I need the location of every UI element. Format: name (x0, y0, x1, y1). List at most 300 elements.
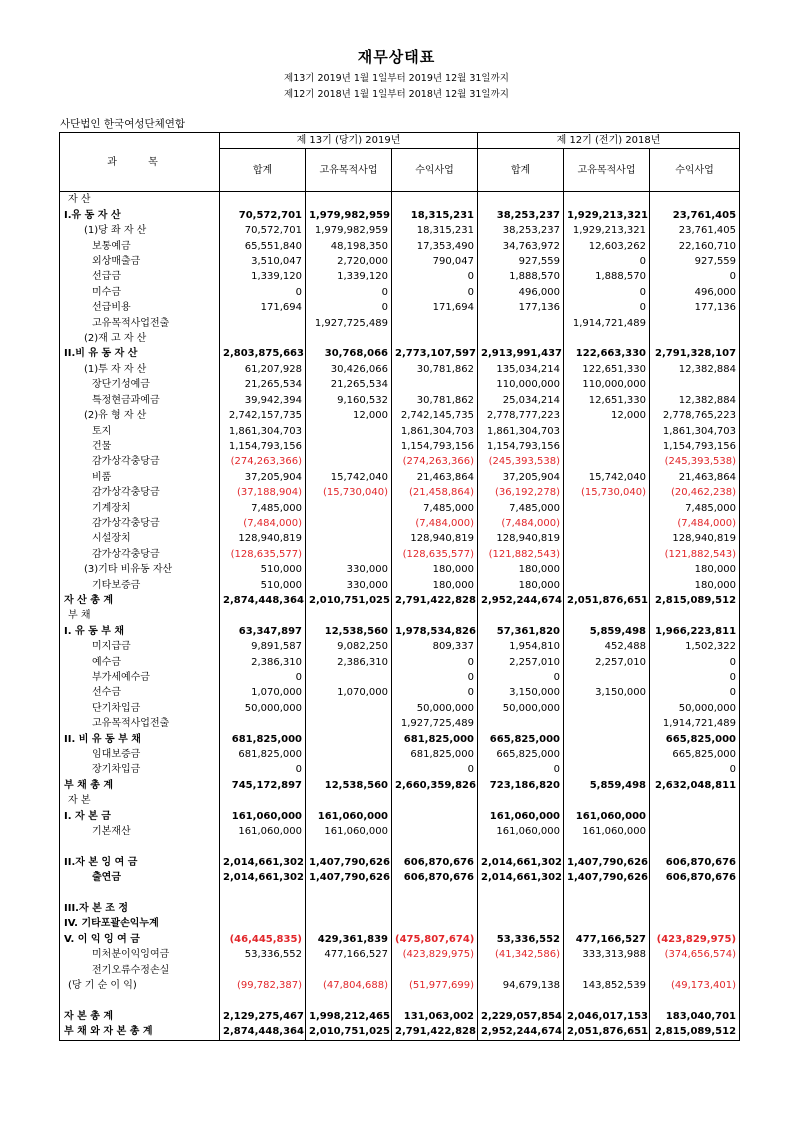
value-cell (564, 331, 650, 346)
value-cell: 143,852,539 (564, 978, 650, 993)
value-cell: 38,253,237 (478, 208, 564, 223)
value-cell: 665,825,000 (478, 747, 564, 762)
value-cell: (15,730,040) (306, 485, 392, 500)
row-label: II.비 유 동 자 산 (60, 346, 220, 361)
row-label: 비품 (60, 470, 220, 485)
table-row (60, 778, 740, 793)
value-cell (392, 886, 478, 901)
row-label: 자 본 (60, 793, 220, 808)
value-cell (650, 377, 740, 392)
value-cell: 606,870,676 (650, 855, 740, 870)
row-label: 감가상각충당금 (60, 454, 220, 469)
value-cell: 1,070,000 (220, 685, 306, 700)
value-cell: (128,635,577) (392, 547, 478, 562)
table-row (60, 208, 740, 223)
table-row (60, 300, 740, 315)
value-cell (306, 762, 392, 777)
col-header: 합계 (478, 149, 564, 192)
value-cell: 5,859,498 (564, 778, 650, 793)
value-cell: 2,791,328,107 (650, 346, 740, 361)
value-cell: 1,154,793,156 (478, 439, 564, 454)
value-cell (478, 901, 564, 916)
value-cell: 0 (564, 254, 650, 269)
value-cell: 510,000 (220, 578, 306, 593)
value-cell (564, 670, 650, 685)
value-cell: 0 (392, 655, 478, 670)
value-cell: 128,940,819 (392, 531, 478, 546)
value-cell: (423,829,975) (650, 932, 740, 947)
value-cell: 177,136 (478, 300, 564, 315)
value-cell: 2,386,310 (220, 655, 306, 670)
value-cell (306, 192, 392, 208)
row-label: 부 채 총 계 (60, 778, 220, 793)
value-cell: (121,882,543) (650, 547, 740, 562)
table-row (60, 994, 740, 1009)
table-row (60, 916, 740, 931)
value-cell (564, 762, 650, 777)
value-cell: 0 (306, 300, 392, 315)
value-cell (306, 793, 392, 808)
value-cell: 510,000 (220, 562, 306, 577)
value-cell: 496,000 (478, 285, 564, 300)
value-cell: 1,927,725,489 (306, 316, 392, 331)
value-cell: 180,000 (650, 578, 740, 593)
value-cell: 5,859,498 (564, 624, 650, 639)
value-cell: 2,660,359,826 (392, 778, 478, 793)
value-cell: 2,229,057,854 (478, 1009, 564, 1024)
value-cell: 0 (220, 285, 306, 300)
value-cell: 37,205,904 (478, 470, 564, 485)
value-cell: (121,882,543) (478, 547, 564, 562)
table-row (60, 424, 740, 439)
row-label: (3)기타 비유동 자산 (60, 562, 220, 577)
value-cell: 50,000,000 (392, 701, 478, 716)
value-cell (564, 994, 650, 1009)
account-header: 과 목 (60, 133, 220, 192)
value-cell: 15,742,040 (306, 470, 392, 485)
table-row (60, 516, 740, 531)
value-cell: 9,082,250 (306, 639, 392, 654)
value-cell (564, 701, 650, 716)
table-row (60, 670, 740, 685)
table-row (60, 886, 740, 901)
value-cell (220, 331, 306, 346)
value-cell (564, 716, 650, 731)
value-cell (220, 916, 306, 931)
row-label (60, 839, 220, 854)
value-cell: 1,154,793,156 (392, 439, 478, 454)
value-cell: 665,825,000 (650, 732, 740, 747)
value-cell: 2,014,661,302 (220, 855, 306, 870)
value-cell: 122,663,330 (564, 346, 650, 361)
value-cell: 2,010,751,025 (306, 1024, 392, 1040)
value-cell (564, 732, 650, 747)
value-cell: 23,761,405 (650, 223, 740, 238)
table-row (60, 562, 740, 577)
value-cell (220, 608, 306, 623)
row-label: 외상매출금 (60, 254, 220, 269)
value-cell: 1,888,570 (564, 269, 650, 284)
value-cell: 3,150,000 (478, 685, 564, 700)
row-label: V. 이 익 잉 여 금 (60, 932, 220, 947)
table-row (60, 747, 740, 762)
value-cell (220, 963, 306, 978)
value-cell: 12,000 (306, 408, 392, 423)
value-cell: 1,914,721,489 (564, 316, 650, 331)
value-cell: 1,407,790,626 (564, 855, 650, 870)
value-cell: 809,337 (392, 639, 478, 654)
row-label: 미지급금 (60, 639, 220, 654)
value-cell: 183,040,701 (650, 1009, 740, 1024)
col-header: 수익사업 (650, 149, 740, 192)
value-cell: 9,891,587 (220, 639, 306, 654)
value-cell: 34,763,972 (478, 239, 564, 254)
value-cell: 9,160,532 (306, 393, 392, 408)
value-cell (306, 716, 392, 731)
value-cell: 927,559 (478, 254, 564, 269)
value-cell: 1,407,790,626 (306, 855, 392, 870)
row-label: II. 비 유 동 부 채 (60, 732, 220, 747)
value-cell: 1,979,982,959 (306, 208, 392, 223)
row-label (60, 994, 220, 1009)
value-cell: 180,000 (478, 578, 564, 593)
value-cell (306, 531, 392, 546)
table-row (60, 732, 740, 747)
table-row (60, 192, 740, 208)
row-label: 감가상각충당금 (60, 516, 220, 531)
row-label: 시설장치 (60, 531, 220, 546)
value-cell: (128,635,577) (220, 547, 306, 562)
value-cell: 94,679,138 (478, 978, 564, 993)
value-cell (220, 793, 306, 808)
value-cell: 1,954,810 (478, 639, 564, 654)
value-cell: 2,815,089,512 (650, 1024, 740, 1040)
value-cell: 12,651,330 (564, 393, 650, 408)
value-cell: 681,825,000 (220, 747, 306, 762)
value-cell: 53,336,552 (220, 947, 306, 962)
table-row (60, 932, 740, 947)
value-cell: 21,265,534 (306, 377, 392, 392)
value-cell: 15,742,040 (564, 470, 650, 485)
value-cell (650, 793, 740, 808)
value-cell: 7,485,000 (220, 501, 306, 516)
value-cell: 1,979,982,959 (306, 223, 392, 238)
value-cell (478, 192, 564, 208)
table-row (60, 762, 740, 777)
table-row (60, 470, 740, 485)
value-cell (392, 901, 478, 916)
row-label: 부 채 (60, 608, 220, 623)
row-label: 미수금 (60, 285, 220, 300)
value-cell: 0 (392, 762, 478, 777)
value-cell (478, 608, 564, 623)
row-label: 선급비용 (60, 300, 220, 315)
value-cell: 1,966,223,811 (650, 624, 740, 639)
value-cell: 30,781,862 (392, 393, 478, 408)
table-row (60, 701, 740, 716)
value-cell: 2,778,777,223 (478, 408, 564, 423)
table-row (60, 285, 740, 300)
value-cell: 2,952,244,674 (478, 1024, 564, 1040)
value-cell: 21,463,864 (650, 470, 740, 485)
value-cell (306, 747, 392, 762)
value-cell: 122,651,330 (564, 362, 650, 377)
table-row (60, 239, 740, 254)
current-period-header: 제 13기 (당기) 2019년 (220, 133, 478, 149)
value-cell (478, 886, 564, 901)
value-cell: 330,000 (306, 578, 392, 593)
col-header: 고유목적사업 (306, 149, 392, 192)
value-cell (306, 424, 392, 439)
value-cell: 0 (220, 670, 306, 685)
value-cell: 0 (306, 285, 392, 300)
value-cell (650, 809, 740, 824)
value-cell: 21,265,534 (220, 377, 306, 392)
value-cell (220, 901, 306, 916)
value-cell: 2,257,010 (478, 655, 564, 670)
row-label: I. 유 동 부 채 (60, 624, 220, 639)
table-row (60, 269, 740, 284)
value-cell: 7,485,000 (478, 501, 564, 516)
table-row (60, 839, 740, 854)
table-row (60, 316, 740, 331)
row-label: 장기차입금 (60, 762, 220, 777)
value-cell: (49,173,401) (650, 978, 740, 993)
value-cell: (46,445,835) (220, 932, 306, 947)
value-cell: 50,000,000 (220, 701, 306, 716)
value-cell: 2,010,751,025 (306, 593, 392, 608)
value-cell (650, 886, 740, 901)
value-cell: 0 (392, 670, 478, 685)
document-title: 재무상태표 (357, 48, 436, 66)
period-current: 제13기 2019년 1월 1일부터 2019년 12월 31일까지 (284, 73, 509, 84)
table-row (60, 608, 740, 623)
value-cell (220, 316, 306, 331)
value-cell (650, 916, 740, 931)
row-label: IV. 기타포괄손익누계 (60, 916, 220, 931)
row-label: 특정현금과예금 (60, 393, 220, 408)
table-row (60, 485, 740, 500)
value-cell: 161,060,000 (306, 824, 392, 839)
row-label: 부가세예수금 (60, 670, 220, 685)
value-cell (650, 608, 740, 623)
table-row (60, 1009, 740, 1024)
value-cell: 70,572,701 (220, 223, 306, 238)
value-cell: 1,070,000 (306, 685, 392, 700)
row-label: II.자 본 잉 여 금 (60, 855, 220, 870)
value-cell: 1,339,120 (306, 269, 392, 284)
value-cell: 2,632,048,811 (650, 778, 740, 793)
value-cell: 0 (650, 762, 740, 777)
value-cell: 63,347,897 (220, 624, 306, 639)
value-cell: 927,559 (650, 254, 740, 269)
value-cell (650, 331, 740, 346)
row-label: 부 채 와 자 본 총 계 (60, 1024, 220, 1040)
row-label: (1)투 자 자 산 (60, 362, 220, 377)
value-cell (306, 439, 392, 454)
value-cell: 606,870,676 (392, 855, 478, 870)
value-cell (564, 747, 650, 762)
value-cell: 1,929,213,321 (564, 208, 650, 223)
value-cell: 429,361,839 (306, 932, 392, 947)
value-cell: 745,172,897 (220, 778, 306, 793)
value-cell: 1,861,304,703 (478, 424, 564, 439)
row-label: (1)당 좌 자 산 (60, 223, 220, 238)
value-cell: (21,458,864) (392, 485, 478, 500)
value-cell: 477,166,527 (306, 947, 392, 962)
value-cell (306, 732, 392, 747)
table-row (60, 793, 740, 808)
value-cell (392, 809, 478, 824)
value-cell: (47,804,688) (306, 978, 392, 993)
value-cell (564, 547, 650, 562)
value-cell (306, 454, 392, 469)
value-cell (564, 516, 650, 531)
table-row (60, 963, 740, 978)
row-label: 예수금 (60, 655, 220, 670)
table-row (60, 1024, 740, 1040)
value-cell: 131,063,002 (392, 1009, 478, 1024)
value-cell (392, 916, 478, 931)
value-cell: 18,315,231 (392, 208, 478, 223)
value-cell: 7,485,000 (650, 501, 740, 516)
prior-period-header: 제 12기 (전기) 2018년 (478, 133, 740, 149)
row-label: 기계장치 (60, 501, 220, 516)
row-label: 감가상각충당금 (60, 547, 220, 562)
value-cell (220, 192, 306, 208)
value-cell (564, 886, 650, 901)
row-label: 건물 (60, 439, 220, 454)
value-cell: 38,253,237 (478, 223, 564, 238)
value-cell: 496,000 (650, 285, 740, 300)
row-label: 미처분이익잉여금 (60, 947, 220, 962)
value-cell: 1,154,793,156 (650, 439, 740, 454)
value-cell: 37,205,904 (220, 470, 306, 485)
value-cell: 1,929,213,321 (564, 223, 650, 238)
value-cell: 0 (392, 685, 478, 700)
value-cell: 0 (650, 685, 740, 700)
table-row (60, 331, 740, 346)
table-row (60, 855, 740, 870)
value-cell (564, 916, 650, 931)
value-cell: 330,000 (306, 562, 392, 577)
row-label: 자 산 (60, 192, 220, 208)
value-cell: 333,313,988 (564, 947, 650, 962)
value-cell: 0 (564, 285, 650, 300)
row-label: 장단기성예금 (60, 377, 220, 392)
value-cell (478, 994, 564, 1009)
value-cell (478, 331, 564, 346)
table-row (60, 362, 740, 377)
value-cell: (274,263,366) (392, 454, 478, 469)
value-cell: (37,188,904) (220, 485, 306, 500)
value-cell: 606,870,676 (650, 870, 740, 885)
value-cell (564, 963, 650, 978)
value-cell: 2,742,157,735 (220, 408, 306, 423)
value-cell: (7,484,000) (392, 516, 478, 531)
value-cell: 180,000 (392, 578, 478, 593)
value-cell: 2,046,017,153 (564, 1009, 650, 1024)
table-row (60, 901, 740, 916)
value-cell: 161,060,000 (564, 809, 650, 824)
value-cell: 110,000,000 (564, 377, 650, 392)
value-cell: (7,484,000) (650, 516, 740, 531)
value-cell (564, 578, 650, 593)
value-cell (306, 994, 392, 1009)
value-cell: 2,778,765,223 (650, 408, 740, 423)
row-label: 기타보증금 (60, 578, 220, 593)
value-cell (306, 701, 392, 716)
row-label: 보통예금 (60, 239, 220, 254)
table-row (60, 393, 740, 408)
row-label: 기본재산 (60, 824, 220, 839)
table-row (60, 947, 740, 962)
table-row (60, 501, 740, 516)
value-cell: (7,484,000) (220, 516, 306, 531)
value-cell (306, 547, 392, 562)
value-cell: 161,060,000 (564, 824, 650, 839)
row-label: 고유목적사업전출 (60, 716, 220, 731)
value-cell: 0 (392, 285, 478, 300)
value-cell: 2,773,107,597 (392, 346, 478, 361)
value-cell: 2,051,876,651 (564, 1024, 650, 1040)
value-cell: 2,803,875,663 (220, 346, 306, 361)
row-label: 임대보증금 (60, 747, 220, 762)
organization-name: 사단법인 한국여성단체연합 (60, 118, 186, 130)
value-cell: 665,825,000 (478, 732, 564, 747)
value-cell: 0 (220, 762, 306, 777)
value-cell: 53,336,552 (478, 932, 564, 947)
value-cell: 1,861,304,703 (650, 424, 740, 439)
col-header: 고유목적사업 (564, 149, 650, 192)
value-cell (306, 886, 392, 901)
value-cell: 50,000,000 (650, 701, 740, 716)
value-cell (220, 716, 306, 731)
row-label: 선급금 (60, 269, 220, 284)
value-cell: 0 (650, 655, 740, 670)
row-label: (2)유 형 자 산 (60, 408, 220, 423)
value-cell: 171,694 (220, 300, 306, 315)
value-cell: 180,000 (392, 562, 478, 577)
value-cell: 2,014,661,302 (478, 855, 564, 870)
value-cell: 7,485,000 (392, 501, 478, 516)
value-cell: 665,825,000 (650, 747, 740, 762)
table-row (60, 639, 740, 654)
value-cell (306, 608, 392, 623)
table-row (60, 824, 740, 839)
value-cell: 30,781,862 (392, 362, 478, 377)
value-cell: 1,927,725,489 (392, 716, 478, 731)
value-cell: 0 (650, 670, 740, 685)
row-label: I. 자 본 금 (60, 809, 220, 824)
value-cell (306, 839, 392, 854)
value-cell (306, 501, 392, 516)
value-cell: (245,393,538) (650, 454, 740, 469)
value-cell: (245,393,538) (478, 454, 564, 469)
value-cell (392, 994, 478, 1009)
value-cell (392, 793, 478, 808)
value-cell: 1,502,322 (650, 639, 740, 654)
value-cell: 12,000 (564, 408, 650, 423)
value-cell: 681,825,000 (220, 732, 306, 747)
table-row (60, 870, 740, 885)
value-cell: 12,382,884 (650, 362, 740, 377)
value-cell (220, 839, 306, 854)
value-cell (478, 963, 564, 978)
row-label: 선수금 (60, 685, 220, 700)
value-cell (564, 439, 650, 454)
value-cell (650, 963, 740, 978)
